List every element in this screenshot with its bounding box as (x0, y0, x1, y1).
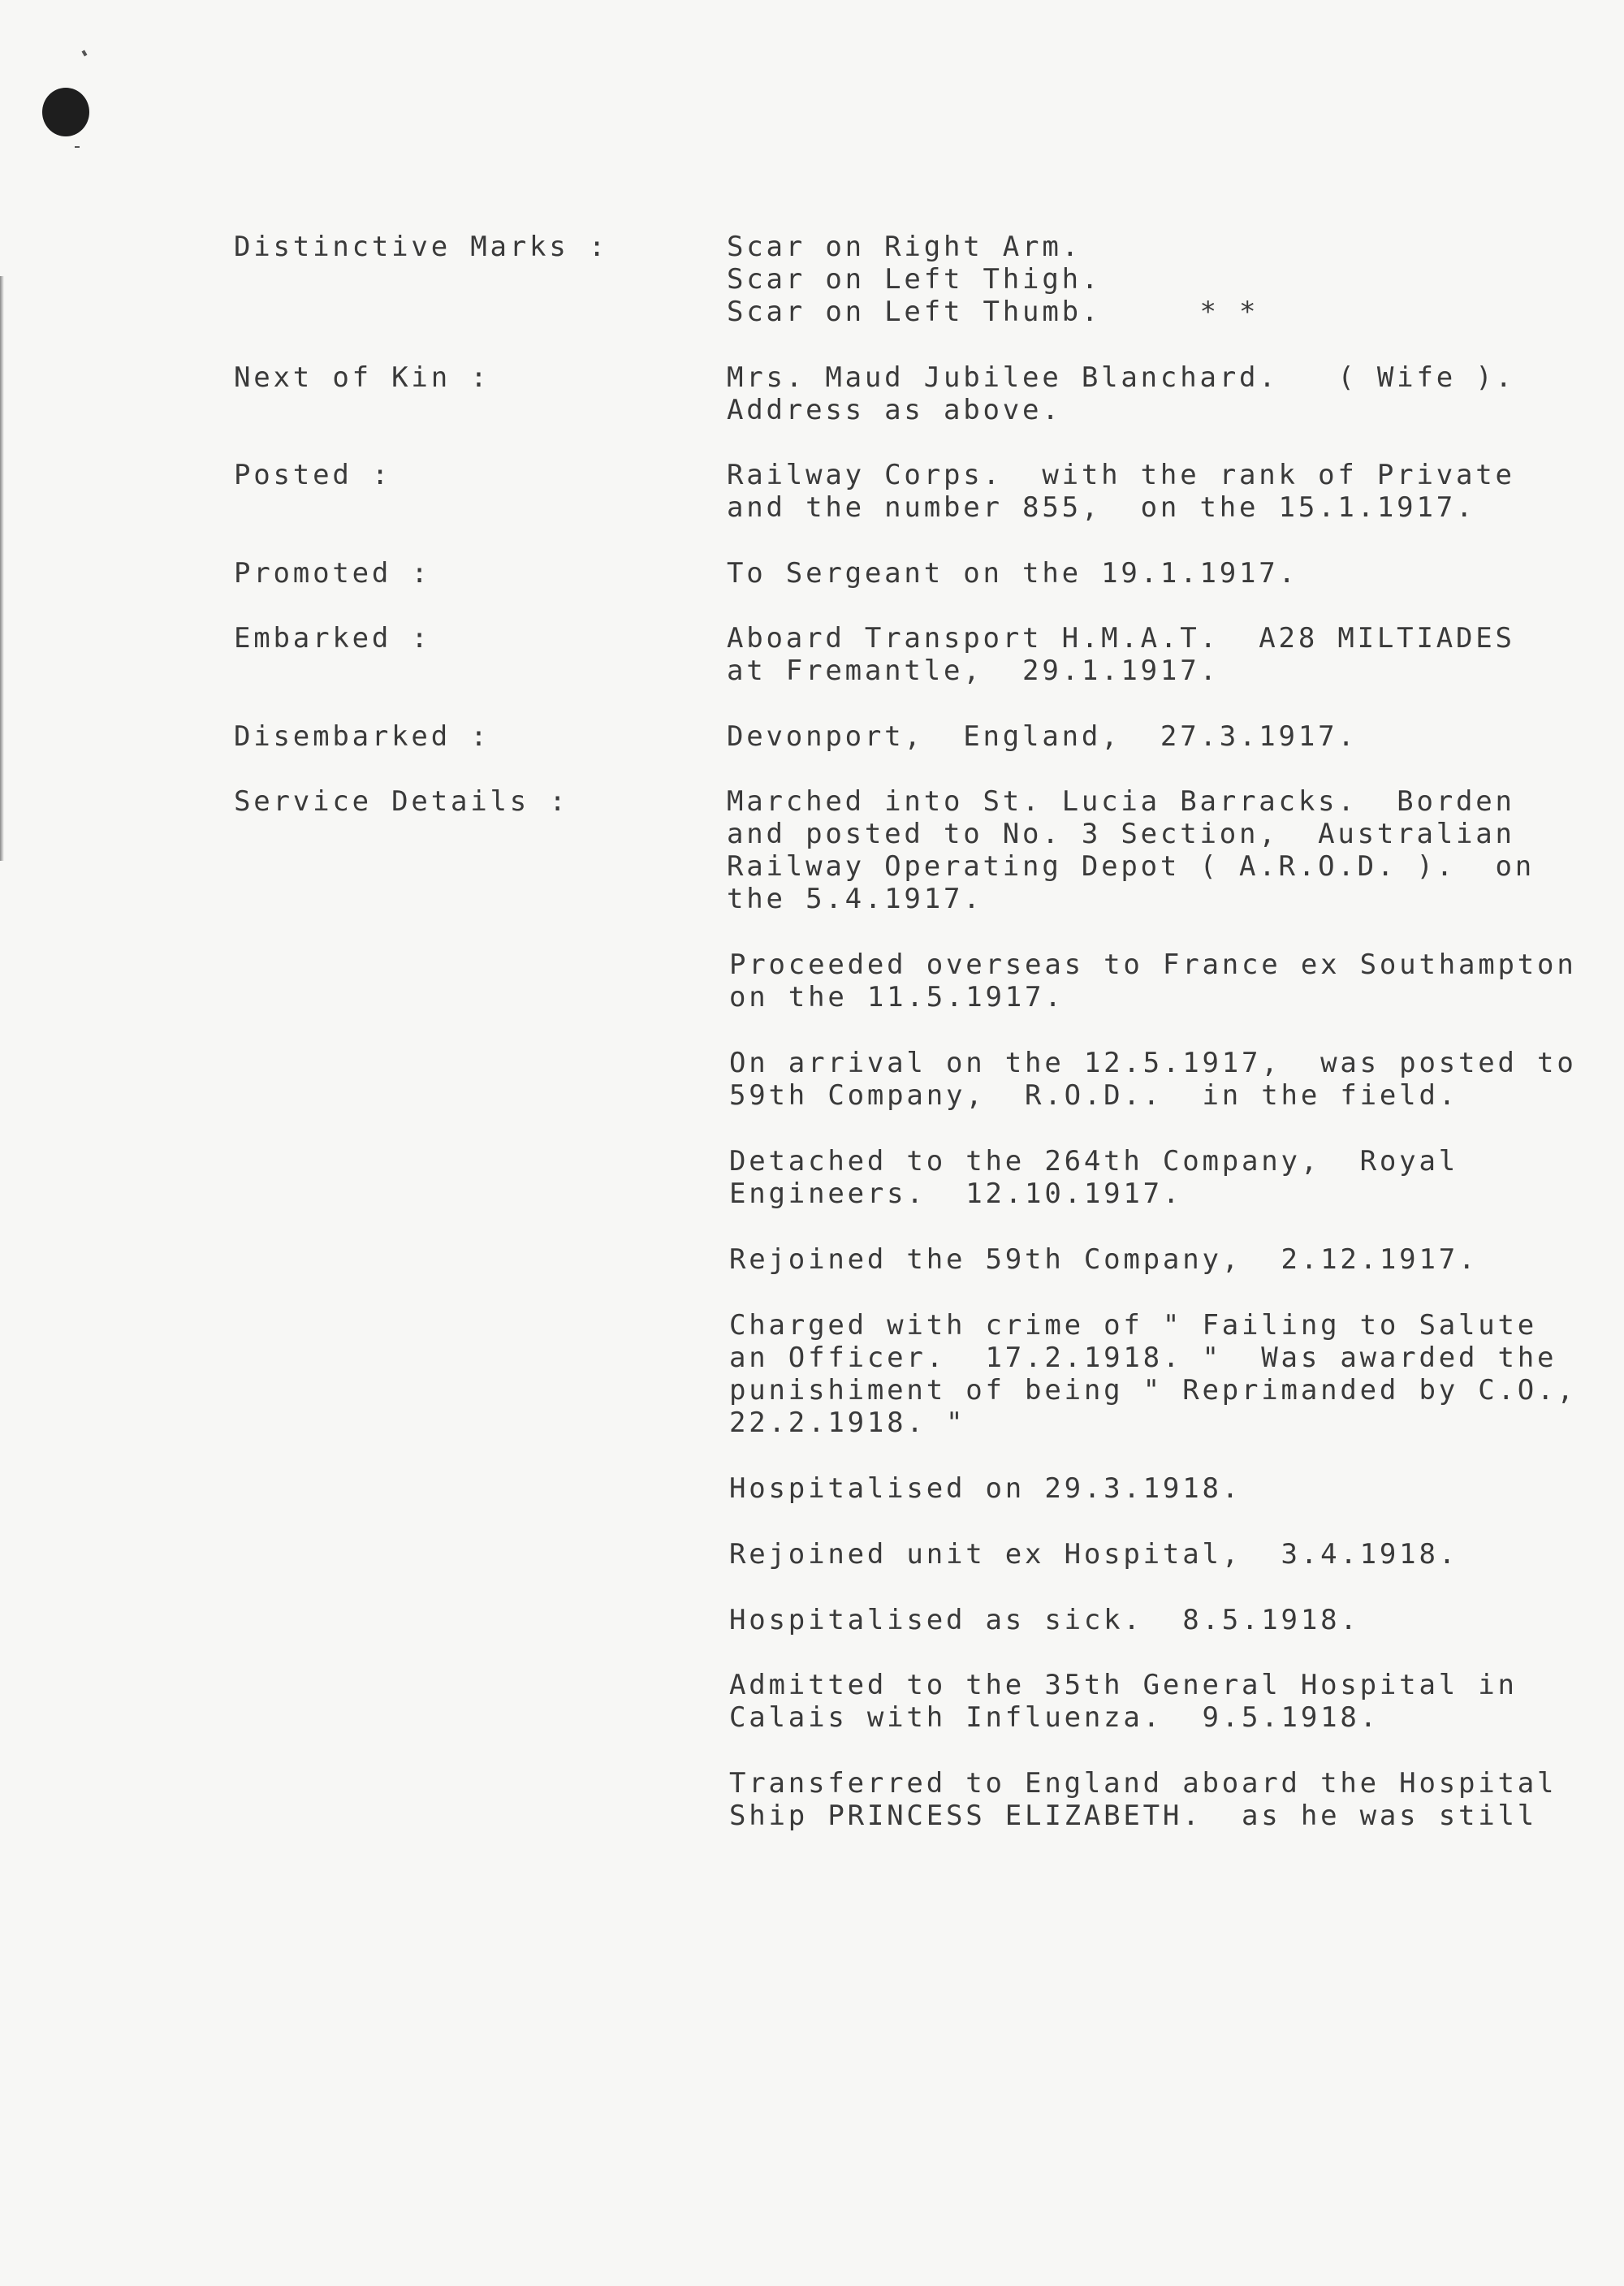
service-paragraph: On arrival on the 12.5.1917, was posted to 59th Company, R.O.D.. in the field. (729, 1047, 1577, 1112)
label-embarked: Embarked : (234, 622, 431, 655)
service-paragraph: Hospitalised on 29.3.1918. (729, 1472, 1242, 1505)
label-service-details: Service Details : (234, 785, 569, 818)
service-paragraph: Detached to the 264th Company, Royal Engineers. 12.10.1917. (729, 1145, 1458, 1210)
paper-speck (75, 146, 80, 148)
service-paragraph: Rejoined unit ex Hospital, 3.4.1918. (729, 1538, 1458, 1571)
service-paragraph: Rejoined the 59th Company, 2.12.1917. (729, 1243, 1479, 1276)
service-paragraph: Admitted to the 35th General Hospital in Calais with Influenza. 9.5.1918. (729, 1669, 1518, 1734)
service-paragraph: Charged with crime of " Failing to Salute an Officer. 17.2.1918. " Was awarded the punishiment of being " Reprimanded by C.O., 22.2.1918. " (729, 1309, 1577, 1439)
label-disembarked: Disembarked : (234, 720, 490, 753)
value-disembarked: Devonport, England, 27.3.1917. (727, 720, 1358, 753)
value-service-details: Marched into St. Lucia Barracks. Borden and posted to No. 3 Section, Australian Railway Operating Depot ( A.R.O.D. ). on the 5.4.1917. (727, 785, 1535, 915)
service-paragraph: Transferred to England aboard the Hospital Ship PRINCESS ELIZABETH. as he was still (729, 1767, 1557, 1832)
punch-hole (42, 88, 89, 136)
label-posted: Posted : (234, 459, 392, 491)
service-paragraph: Proceeded overseas to France ex Southampton on the 11.5.1917. (729, 949, 1577, 1013)
value-distinctive-marks: Scar on Right Arm. Scar on Left Thigh. Scar on Left Thumb. * * (727, 231, 1259, 328)
value-posted: Railway Corps. with the rank of Private and the number 855, on the 15.1.1917. (727, 459, 1515, 524)
value-next-of-kin: Mrs. Maud Jubilee Blanchard. ( Wife ). Address as above. (727, 361, 1515, 426)
label-next-of-kin: Next of Kin : (234, 361, 490, 394)
service-paragraph: Hospitalised as sick. 8.5.1918. (729, 1604, 1360, 1636)
page-edge-shadow (0, 276, 4, 861)
label-promoted: Promoted : (234, 557, 431, 590)
value-promoted: To Sergeant on the 19.1.1917. (727, 557, 1298, 590)
value-embarked: Aboard Transport H.M.A.T. A28 MILTIADES at Fremantle, 29.1.1917. (727, 622, 1515, 687)
label-distinctive-marks: Distinctive Marks : (234, 231, 609, 263)
paper-speck (82, 50, 88, 56)
